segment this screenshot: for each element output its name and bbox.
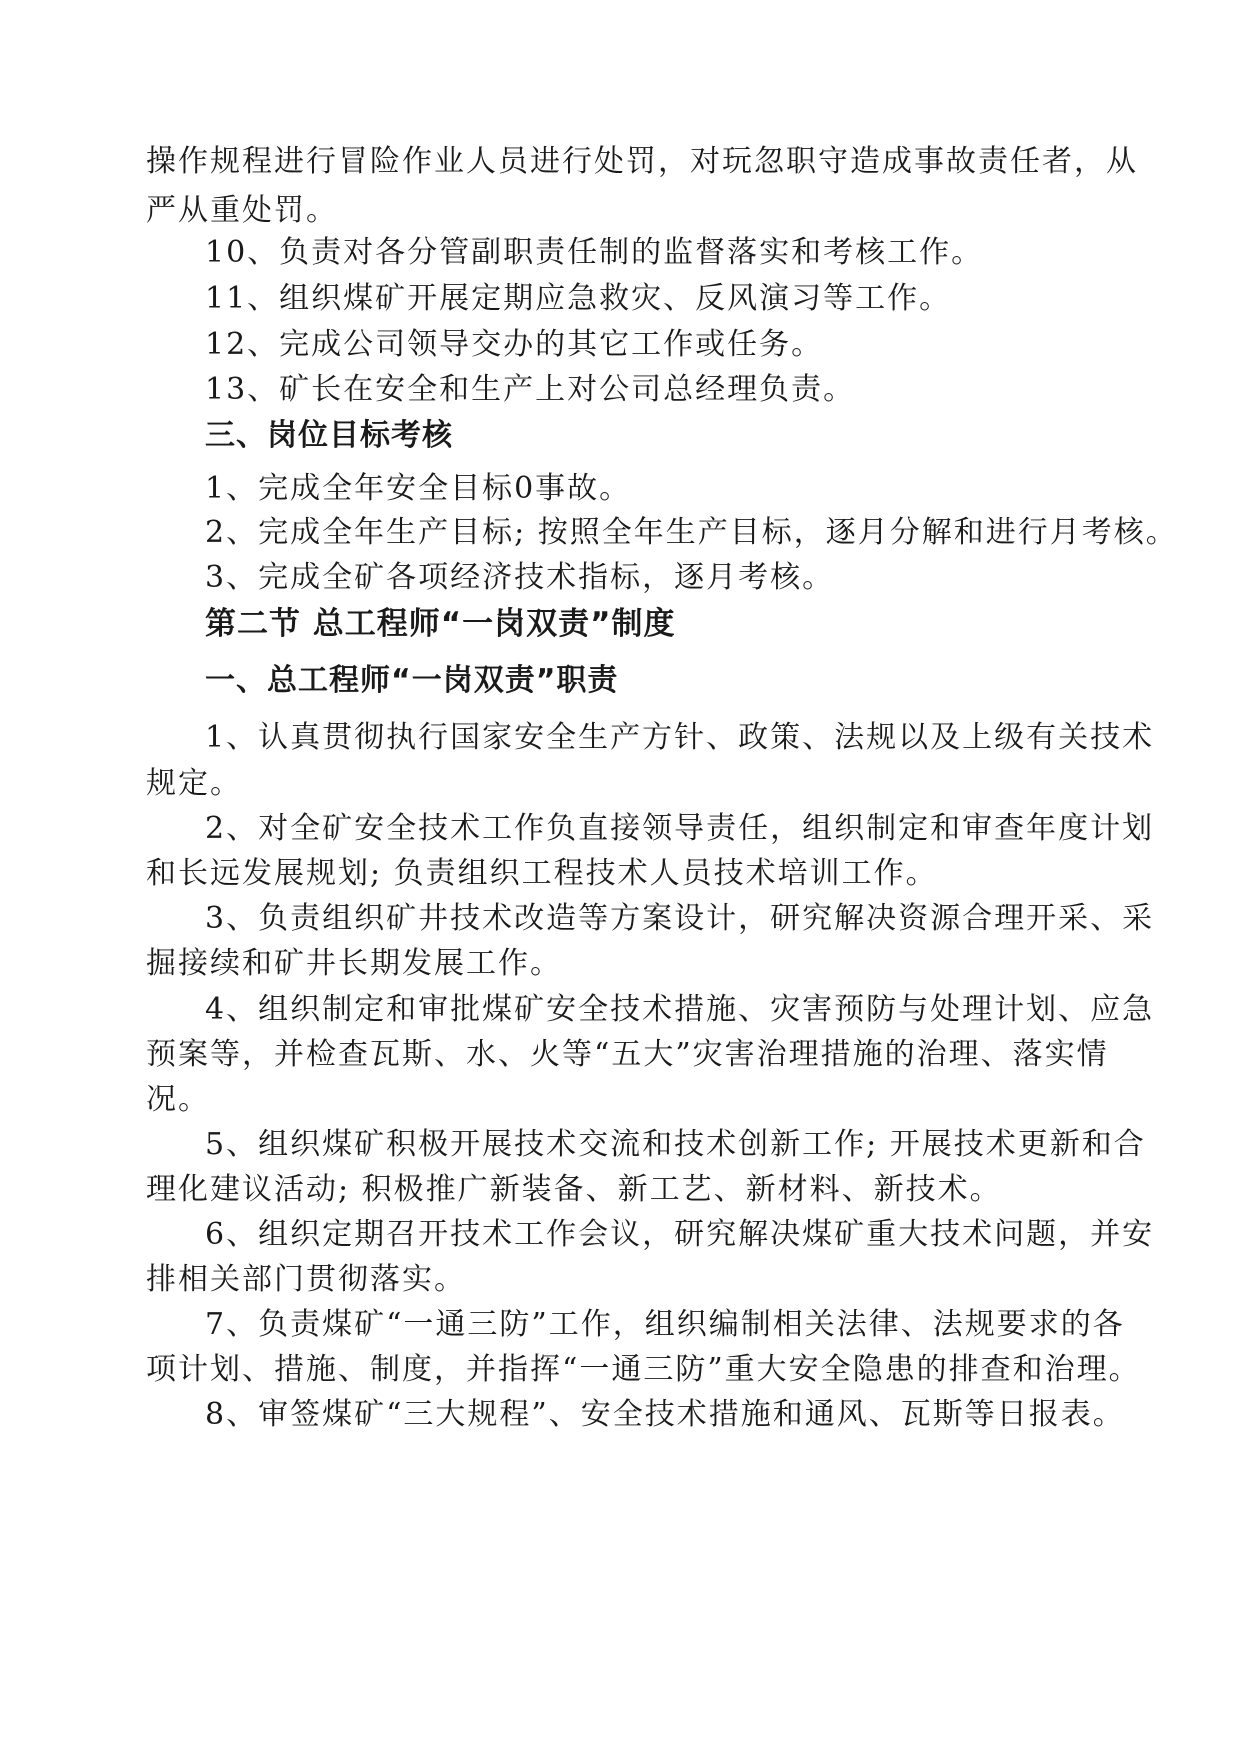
section-title: 第二节 总工程师“一岗双责”制度 — [205, 606, 676, 642]
duty-3-line-1: 3、负责组织矿井技术改造等方案设计，研究解决资源合理开采、采 — [205, 901, 1155, 936]
duty-3-line-2: 掘接续和矿井长期发展工作。 — [146, 946, 562, 981]
duty-5-line-1: 5、组织煤矿积极开展技术交流和技术创新工作; 开展技术更新和合 — [205, 1127, 1146, 1162]
list-item-12: 12、完成公司领导交办的其它工作或任务。 — [205, 327, 824, 362]
list-item-13: 13、矿长在安全和生产上对公司总经理负责。 — [205, 372, 856, 407]
duty-2-line-1: 2、对全矿安全技术工作负直接领导责任，组织制定和审查年度计划 — [205, 811, 1155, 846]
duty-8-line-1: 8、审签煤矿“三大规程”、安全技术措施和通风、瓦斯等日报表。 — [205, 1397, 1125, 1432]
duty-1-line-2: 规定。 — [146, 766, 242, 801]
target-item-1: 1、完成全年安全目标0事故。 — [205, 471, 632, 506]
heading-position-targets: 三、岗位目标考核 — [205, 418, 453, 453]
list-item-11: 11、组织煤矿开展定期应急救灾、反风演习等工作。 — [205, 281, 952, 316]
duty-7-line-2: 项计划、措施、制度，并指挥“一通三防”重大安全隐患的排查和治理。 — [146, 1352, 1141, 1387]
target-item-3: 3、完成全矿各项经济技术指标，逐月考核。 — [205, 560, 835, 595]
duty-6-line-1: 6、组织定期召开技术工作会议，研究解决煤矿重大技术问题，并安 — [205, 1217, 1155, 1252]
target-item-2: 2、完成全年生产目标; 按照全年生产目标，逐月分解和进行月考核。 — [205, 515, 1178, 550]
duty-6-line-2: 排相关部门贯彻落实。 — [146, 1262, 466, 1297]
duty-4-line-3: 况。 — [146, 1082, 210, 1117]
duty-7-line-1: 7、负责煤矿“一通三防”工作，组织编制相关法律、法规要求的各 — [205, 1307, 1125, 1342]
duty-4-line-2: 预案等，并检查瓦斯、水、火等“五大”灾害治理措施的治理、落实情 — [146, 1037, 1109, 1072]
duty-5-line-2: 理化建议活动; 积极推广新装备、新工艺、新材料、新技术。 — [146, 1172, 1002, 1207]
heading-chief-engineer-duties: 一、总工程师“一岗双责”职责 — [205, 663, 619, 698]
duty-2-line-2: 和长远发展规划; 负责组织工程技术人员技术培训工作。 — [146, 856, 938, 891]
duty-4-line-1: 4、组织制定和审批煤矿安全技术措施、灾害预防与处理计划、应急 — [205, 992, 1155, 1027]
list-item-10: 10、负责对各分管副职责任制的监督落实和考核工作。 — [205, 235, 984, 270]
duty-1-line-1: 1、认真贯彻执行国家安全生产方针、政策、法规以及上级有关技术 — [205, 720, 1155, 755]
paragraph-line-1: 操作规程进行冒险作业人员进行处罚，对玩忽职守造成事故责任者，从 — [146, 144, 1138, 179]
paragraph-line-2: 严从重处罚。 — [146, 193, 338, 228]
